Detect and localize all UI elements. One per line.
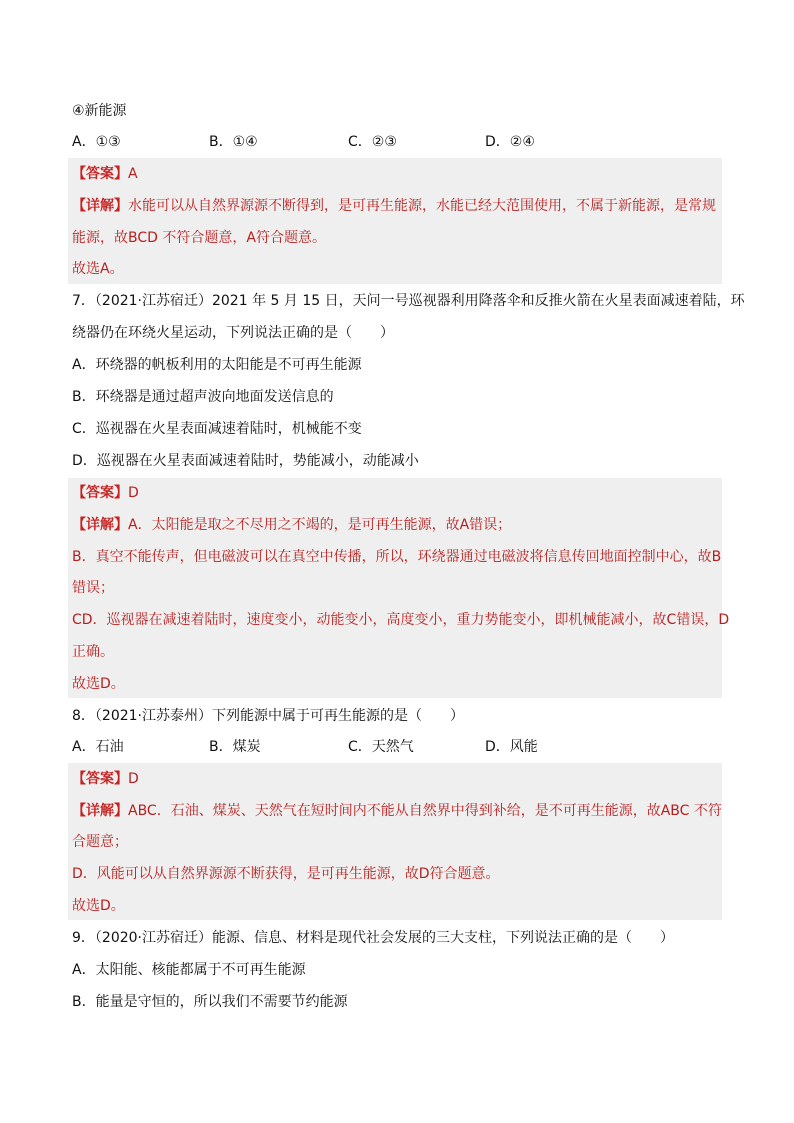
q6-answer [72,164,138,184]
q6-answer-value: A [128,166,138,182]
q7-option-a: A．环绕器的帆板利用的太阳能是不可再生能源 [72,357,362,373]
q7-detail-6: 故选D。 [72,676,125,692]
answer-tag: 【答案】 [72,485,128,501]
q7-option-c: C．巡视器在火星表面减速着陆时，机械能不变 [72,421,362,437]
q7-stem-2: 绕器仍在环绕火星运动，下列说法正确的是（ ） [72,325,394,341]
q6-detail-3: 故选A。 [72,261,124,277]
q8-option-b: B．煤炭 [209,739,261,755]
q9-option-b: B．能量是守恒的，所以我们不需要节约能源 [72,994,348,1010]
q7-option-d: D．巡视器在火星表面减速着陆时，势能减小，动能减小 [72,453,419,469]
q8-stem: 8．（2021·江苏泰州）下列能源中属于可再生能源的是（ ） [72,708,464,724]
q7-detail-text: A．太阳能是取之不尽用之不竭的，是可再生能源，故A错误； [128,517,512,533]
q7-detail-3: 错误； [72,580,114,596]
q6-option-a: A．①③ [72,134,121,150]
q6-option-b: B．①④ [209,134,258,150]
q7-detail-4: CD．巡视器在减速着陆时，速度变小，动能变小，高度变小，重力势能变小，即机械能减小，故C错误，D [72,612,730,628]
q7-option-b: B．环绕器是通过超声波向地面发送信息的 [72,389,334,405]
q6-option-d: D．②④ [485,134,535,150]
q7-detail-5: 正确。 [72,644,114,660]
detail-tag: 【详解】 [72,517,128,533]
q7-detail-2: B．真空不能传声，但电磁波可以在真空中传播，所以，环绕器通过电磁波将信息传回地面控制中心，故B [72,549,722,565]
q7-stem-1: 7．（2021·江苏宿迁）2021 年 5 月 15 日，天问一号巡视器利用降落伞和反推火箭在火星表面减速着陆，环 [72,293,745,309]
q6-detail-1 [72,196,716,216]
q8-detail-1 [72,801,722,821]
q6-detail-2: 能源，故BCD 不符合题意，A符合题意。 [72,230,326,246]
q6-option-c: C．②③ [348,134,397,150]
q8-detail-2: 合题意； [72,834,128,850]
detail-tag: 【详解】 [72,803,128,819]
q9-stem: 9．（2020·江苏宿迁）能源、信息、材料是现代社会发展的三大支柱，下列说法正确的是（ ） [72,930,674,946]
answer-block-q6 [68,158,722,284]
q8-detail-text: ABC．石油、煤炭、天然气在短时间内不能从自然界中得到补给，是不可再生能源，故ABC 不符 [128,803,722,819]
q6-detail-text: 水能可以从自然界源源不断得到，是可再生能源，水能已经大范围使用，不属于新能源，是常规 [128,198,716,214]
answer-tag: 【答案】 [72,771,128,787]
q8-option-c: C．天然气 [348,739,414,755]
q7-answer-value: D [128,485,139,501]
q8-option-d: D．风能 [485,739,538,755]
q8-answer [72,769,139,789]
option-line: ④新能源 [72,103,127,119]
q8-detail-3: D．风能可以从自然界源源不断获得，是可再生能源，故D符合题意。 [72,866,500,882]
q8-option-a: A．石油 [72,739,124,755]
answer-block-q7 [68,478,722,698]
q8-answer-value: D [128,771,139,787]
answer-tag: 【答案】 [72,166,128,182]
q7-detail-1 [72,515,511,535]
q7-answer [72,483,139,503]
detail-tag: 【详解】 [72,198,128,214]
q8-detail-4: 故选D。 [72,898,125,914]
q9-option-a: A．太阳能、核能都属于不可再生能源 [72,962,306,978]
answer-block-q8 [68,763,722,920]
